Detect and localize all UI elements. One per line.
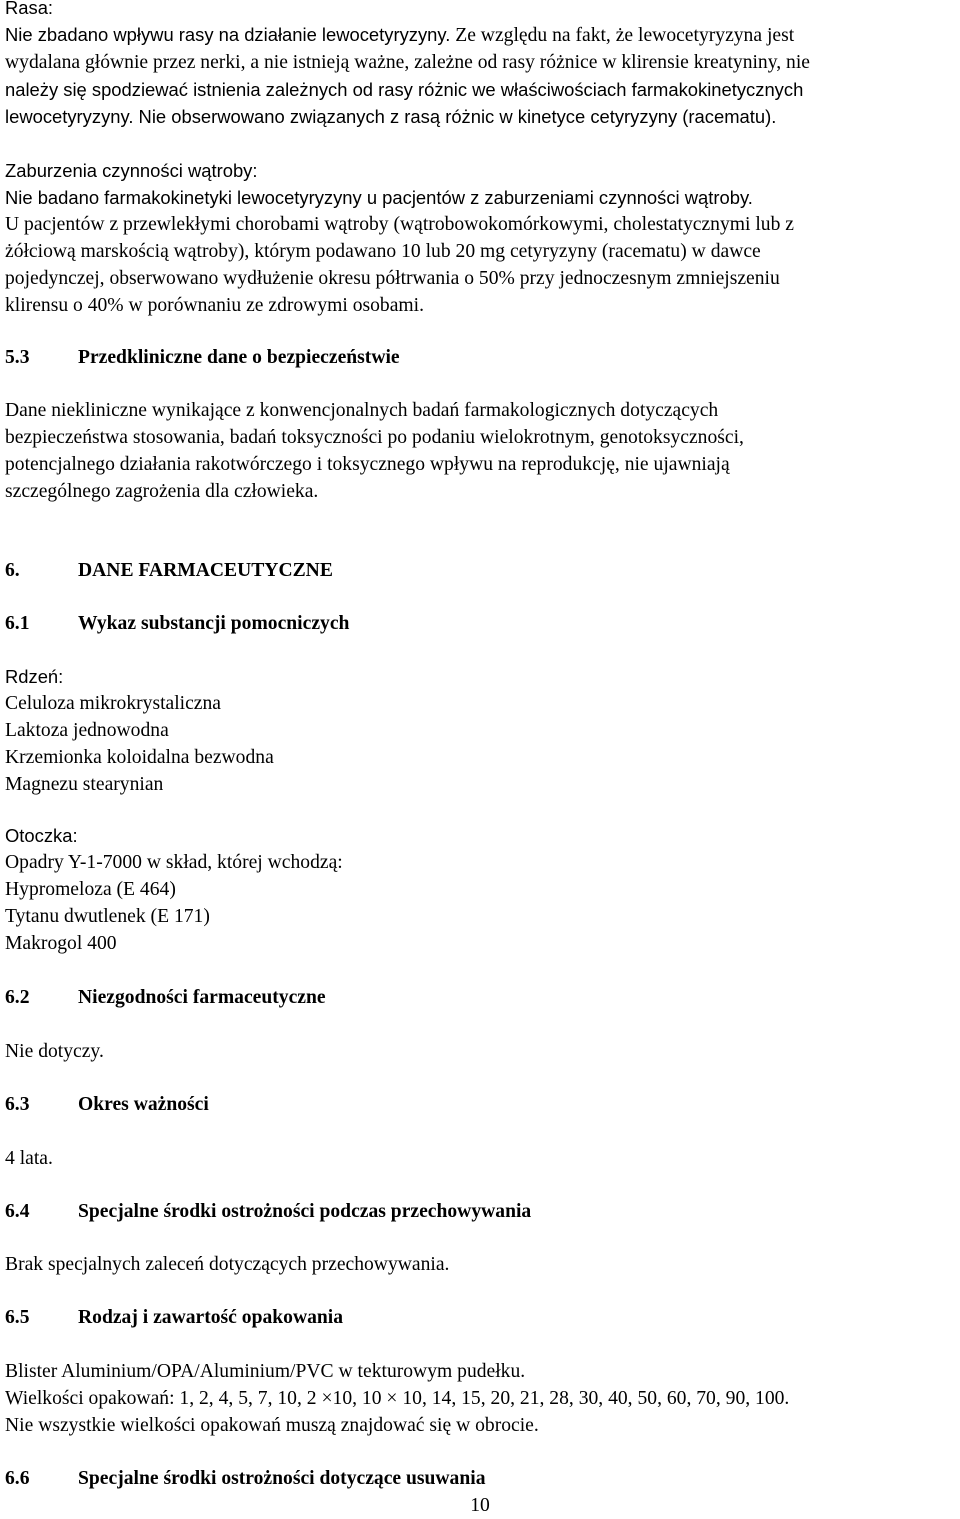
section-6-2-body [5,1038,955,1065]
liver-line-3: żółciową marskością wątroby), którym podawano 10 lub 20 mg cetyryzyny (racematu) w dawce [5,241,761,262]
paragraph-line: Wielkości opakowań: 1, 2, 4, 5, 7, 10, 2 ×10, 10 × 10, 14, 15, 20, 21, 28, 30, 40, 50, 60, 70, 90, 100. [5,1388,790,1409]
section-heading: 6.3 Okres ważności [5,1094,209,1115]
section-heading: 6.5 Rodzaj i zawartość opakowania [5,1307,344,1328]
list-item: Celuloza mikrokrystaliczna [5,693,222,714]
page-number: 10 [470,1495,490,1516]
section-6-6 [5,1465,955,1492]
paragraph-line: Nie wszystkie wielkości opakowań muszą znajdować się w obrocie. [5,1415,539,1436]
section-6 [5,557,955,584]
list-item: Magnezu stearynian [5,774,164,795]
liver-line-2: U pacjentów z przewlekłymi chorobami wątroby (wątrobowokomórkowymi, cholestatycznymi lub z [5,214,794,235]
race-line-3: należy się spodziewać istnienia zależnych od rasy różnic we właściwościach farmakokinetycznych [5,79,804,100]
race-line-1: Nie zbadano wpływu rasy na działanie lewocetyryzyny. Ze względu na fakt, że lewocetyryzyna jest [5,24,795,46]
list-item: Hypromeloza (E 464) [5,879,176,900]
section-heading: 6. DANE FARMACEUTYCZNE [5,560,333,581]
paragraph-line: 4 lata. [5,1148,53,1169]
list-item: Opadry Y-1-7000 w skład, której wchodzą: [5,852,343,873]
section-5-3-body [5,397,955,505]
liver-title: Zaburzenia czynności wątroby: [5,160,258,181]
section-6-3-body [5,1145,955,1172]
section-6-4-body [5,1251,955,1278]
section-6-5 [5,1304,955,1331]
race-title: Rasa: [5,0,54,18]
paragraph-line: bezpieczeństwa stosowania, badań toksyczności po podaniu wielokrotnym, genotoksyczności, [5,427,744,448]
excipients-coating [5,822,955,957]
section-liver [5,157,955,319]
section-heading: 6.6 Specjalne środki ostrożności dotyczące usuwania [5,1468,486,1489]
paragraph-line: Brak specjalnych zaleceń dotyczących przechowywania. [5,1254,450,1275]
race-line-2: wydalana głównie przez nerki, a nie istnieją ważne, zależne od rasy różnice w klirensie kreatyniny, nie [5,52,810,73]
list-item: Krzemionka koloidalna bezwodna [5,747,274,768]
section-heading: 5.3 Przedkliniczne dane o bezpieczeństwie [5,347,400,368]
list-item: Tytanu dwutlenek (E 171) [5,906,210,927]
section-5-3 [5,344,955,371]
paragraph-line: Blister Aluminium/OPA/Aluminium/PVC w tekturowym pudełku. [5,1361,526,1382]
core-title: Rdzeń: [5,666,64,687]
list-item: Laktoza jednowodna [5,720,169,741]
section-6-3 [5,1091,955,1118]
liver-line-5: klirensu o 40% w porównaniu ze zdrowymi osobami. [5,295,425,316]
section-heading: 6.4 Specjalne środki ostrożności podczas przechowywania [5,1201,532,1222]
section-6-4 [5,1198,955,1225]
section-6-5-body [5,1358,955,1439]
section-race [5,0,955,130]
race-line-4: lewocetyryzyny. Nie obserwowano związanych z rasą różnic w kinetyce cetyryzyny (racematu). [5,106,777,127]
coating-title: Otoczka: [5,825,78,846]
paragraph-line: Dane niekliniczne wynikające z konwencjonalnych badań farmakologicznych dotyczących [5,400,719,421]
paragraph-line: potencjalnego działania rakotwórczego i toksycznego wpływu na reprodukcję, nie ujawniają [5,454,730,475]
liver-line-1: Nie badano farmakokinetyki lewocetyryzyny u pacjentów z zaburzeniami czynności wątroby. [5,187,753,208]
section-6-2 [5,984,955,1011]
paragraph-line: Nie dotyczy. [5,1041,104,1062]
section-6-1 [5,610,955,637]
section-heading: 6.2 Niezgodności farmaceutyczne [5,987,326,1008]
section-heading: 6.1 Wykaz substancji pomocniczych [5,613,350,634]
excipients-core [5,663,955,798]
list-item: Makrogol 400 [5,933,117,954]
liver-line-4: pojedynczej, obserwowano wydłużenie okresu półtrwania o 50% przy jednoczesnym zmniejszeniu [5,268,780,289]
paragraph-line: szczególnego zagrożenia dla człowieka. [5,481,319,502]
